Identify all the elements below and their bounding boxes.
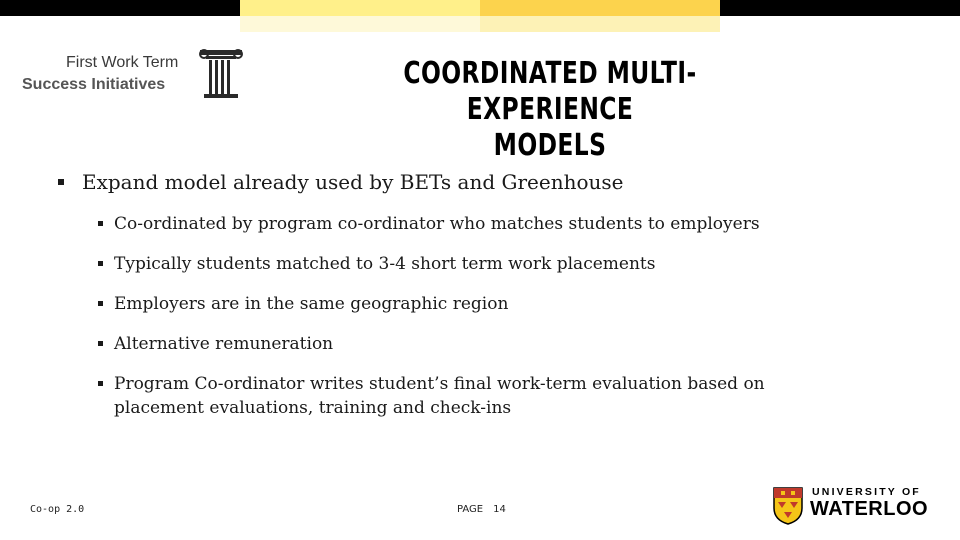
top-bar-fade-1	[0, 16, 240, 32]
logo-line-1: First Work Term	[66, 54, 179, 71]
uw-line-2: WATERLOO	[810, 498, 929, 520]
top-bar-black-segment-right	[720, 0, 960, 16]
sub-bullet-text: Typically students matched to 3-4 short term work placements	[114, 254, 656, 274]
pillar-icon	[198, 48, 244, 102]
square-bullet-icon	[98, 301, 103, 306]
square-bullet-icon	[98, 221, 103, 226]
first-work-term-logo	[22, 48, 252, 104]
uw-crest-icon	[772, 486, 804, 526]
top-bar-fade-3	[480, 16, 720, 32]
page-label: PAGE	[457, 504, 484, 515]
sub-bullet-text: Co-ordinated by program co-ordinator who matches students to employers	[114, 214, 760, 234]
sub-bullet-text: Program Co-ordinator writes student’s final work-term evaluation based on placement evaluations, training and check-ins	[114, 374, 765, 418]
logo-line-2: Success Initiatives	[22, 76, 166, 93]
title-line-2: MODELS	[493, 128, 607, 163]
top-bar-light-yellow-segment	[240, 0, 480, 16]
university-of-waterloo-logo	[772, 484, 942, 528]
bullet-list	[58, 168, 818, 436]
square-bullet-icon	[58, 179, 64, 185]
sub-bullet-2	[58, 252, 818, 276]
page-number-value: 14	[493, 504, 506, 515]
top-bar-fade-2	[240, 16, 480, 32]
top-bar-fade-4	[720, 16, 960, 32]
page-number	[457, 504, 516, 515]
sub-bullet-3	[58, 292, 818, 316]
sub-bullet-5	[58, 372, 818, 420]
footer-program-label: Co-op 2.0	[30, 504, 85, 515]
uw-line-1: UNIVERSITY OF	[812, 486, 921, 498]
page-title	[347, 56, 753, 164]
main-bullet-text: Expand model already used by BETs and Greenhouse	[82, 170, 624, 194]
square-bullet-icon	[98, 341, 103, 346]
top-bar-gold-segment	[480, 0, 720, 16]
top-bar-black-segment	[0, 0, 240, 16]
sub-bullet-4	[58, 332, 818, 356]
top-color-bar-fade	[0, 16, 960, 32]
main-bullet	[58, 168, 818, 196]
square-bullet-icon	[98, 381, 103, 386]
square-bullet-icon	[98, 261, 103, 266]
sub-bullet-1	[58, 212, 818, 236]
sub-bullet-text: Alternative remuneration	[114, 334, 334, 354]
sub-bullet-text: Employers are in the same geographic region	[114, 294, 509, 314]
title-line-1: COORDINATED MULTI-EXPERIENCE	[403, 56, 697, 127]
